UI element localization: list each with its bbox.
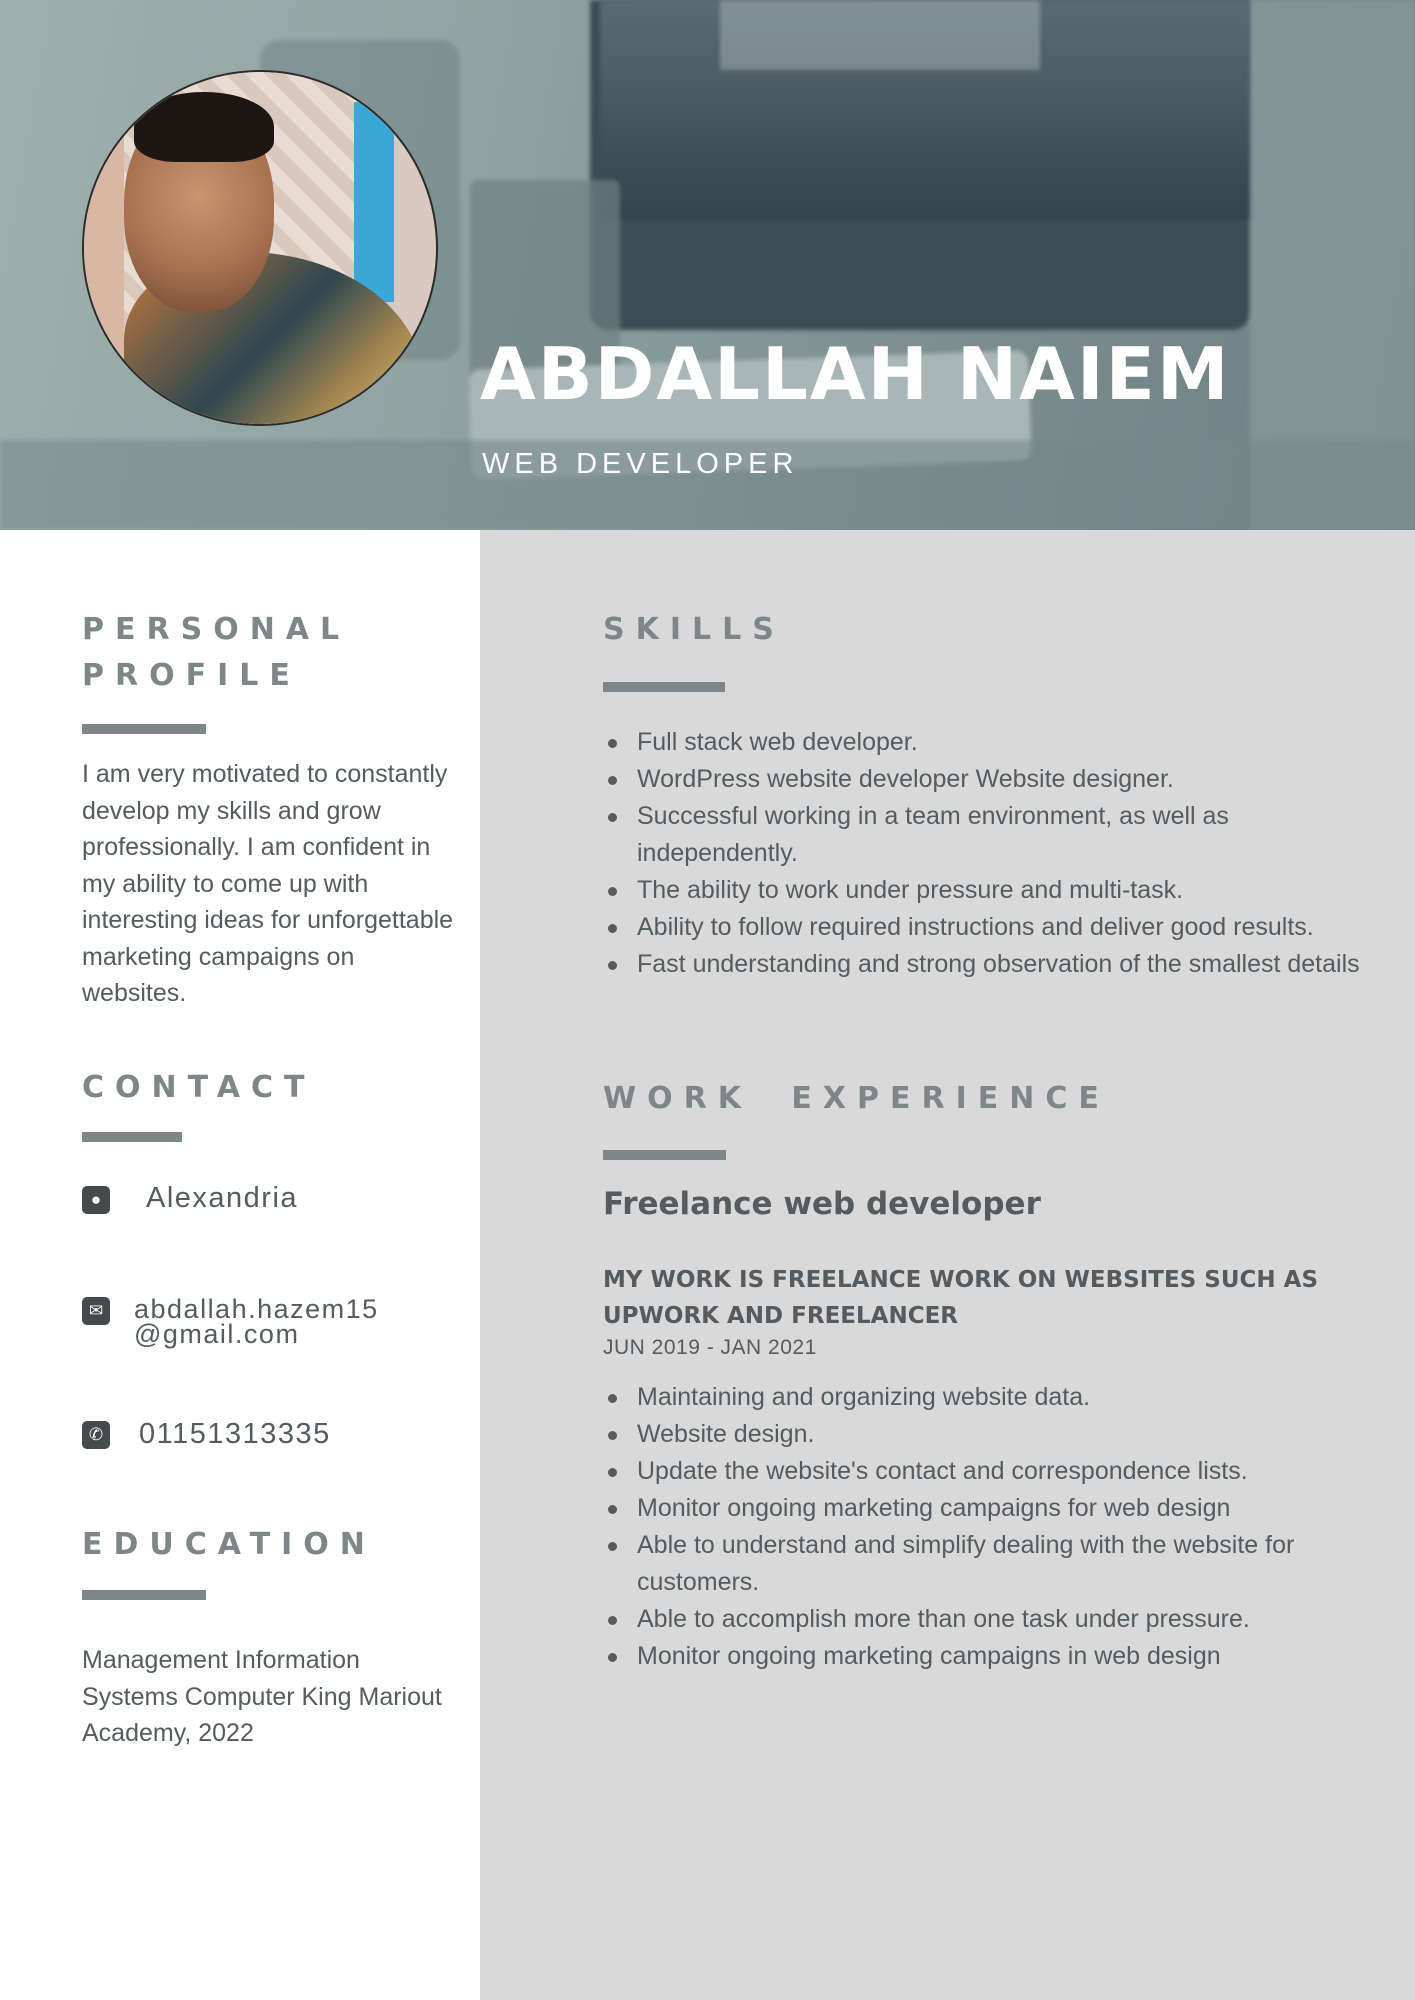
- list-item: WordPress website developer Website designer.: [603, 761, 1363, 798]
- job-dates: JUN 2019 - JAN 2021: [603, 1336, 817, 1359]
- contact-email-text: [134, 1294, 379, 1349]
- photo-segment: [354, 102, 394, 302]
- list-item: Website design.: [603, 1416, 1363, 1453]
- list-item: Monitor ongoing marketing campaigns for web design: [603, 1490, 1363, 1527]
- candidate-name: ABDALLAH NAIEM: [480, 332, 1231, 416]
- list-item: Update the website's contact and correspondence lists.: [603, 1453, 1363, 1490]
- profile-heading-line2: PROFILE: [82, 658, 301, 693]
- list-item: Maintaining and organizing website data.: [603, 1379, 1363, 1416]
- education-text: Management Information Systems Computer King Mariout Academy, 2022: [82, 1646, 442, 1747]
- contact-phone-text: 01151313335: [139, 1418, 331, 1450]
- education-heading: EDUCATION: [82, 1527, 376, 1562]
- job-title: Freelance web developer: [603, 1186, 1041, 1222]
- job-description: MY WORK IS FREELANCE WORK ON WEBSITES SUCH AS UPWORK AND FREELANCER: [603, 1267, 1319, 1329]
- list-item: Monitor ongoing marketing campaigns in web design: [603, 1638, 1363, 1675]
- experience-list: [603, 1379, 1363, 1675]
- photo-segment: [84, 72, 124, 426]
- list-item: Successful working in a team environment, as well as independently.: [603, 798, 1363, 872]
- background-monitor-glow: [720, 0, 1040, 70]
- contact-email-line1: abdallah.hazem15: [134, 1294, 379, 1324]
- profile-heading: [82, 607, 350, 699]
- contact-email-line2: @gmail.com: [134, 1319, 300, 1349]
- skills-list: [603, 724, 1363, 983]
- profile-text: I am very motivated to constantly develop my skills and grow professionally. I am confident in my ability to come up with interesting ideas for unforgettable marketing campaigns on websites.: [82, 760, 454, 1007]
- list-item: Ability to follow required instructions and deliver good results.: [603, 909, 1363, 946]
- profile-heading-line1: PERSONAL: [82, 612, 351, 647]
- list-item: The ability to work under pressure and multi-task.: [603, 872, 1363, 909]
- candidate-role: WEB DEVELOPER: [482, 448, 799, 480]
- envelope-icon: ✉: [82, 1297, 110, 1325]
- photo-segment: [134, 92, 274, 162]
- experience-heading: WORK EXPERIENCE: [603, 1081, 1110, 1116]
- contact-heading: CONTACT: [82, 1070, 316, 1105]
- header-banner: [0, 0, 1415, 530]
- profile-divider: [82, 724, 206, 734]
- list-item: Able to understand and simplify dealing with the website for customers.: [603, 1527, 1363, 1601]
- education-divider: [82, 1590, 206, 1600]
- contact-divider: [82, 1132, 182, 1142]
- location-pin-icon: ●: [82, 1186, 110, 1214]
- list-item: Able to accomplish more than one task under pressure.: [603, 1601, 1363, 1638]
- list-item: Fast understanding and strong observation of the smallest details: [603, 946, 1363, 983]
- skills-heading: SKILLS: [603, 612, 785, 647]
- skills-divider: [603, 682, 725, 692]
- contact-location-text: Alexandria: [146, 1182, 299, 1214]
- phone-icon: ✆: [82, 1421, 110, 1449]
- profile-photo: [82, 70, 438, 426]
- experience-divider: [603, 1150, 726, 1160]
- list-item: Full stack web developer.: [603, 724, 1363, 761]
